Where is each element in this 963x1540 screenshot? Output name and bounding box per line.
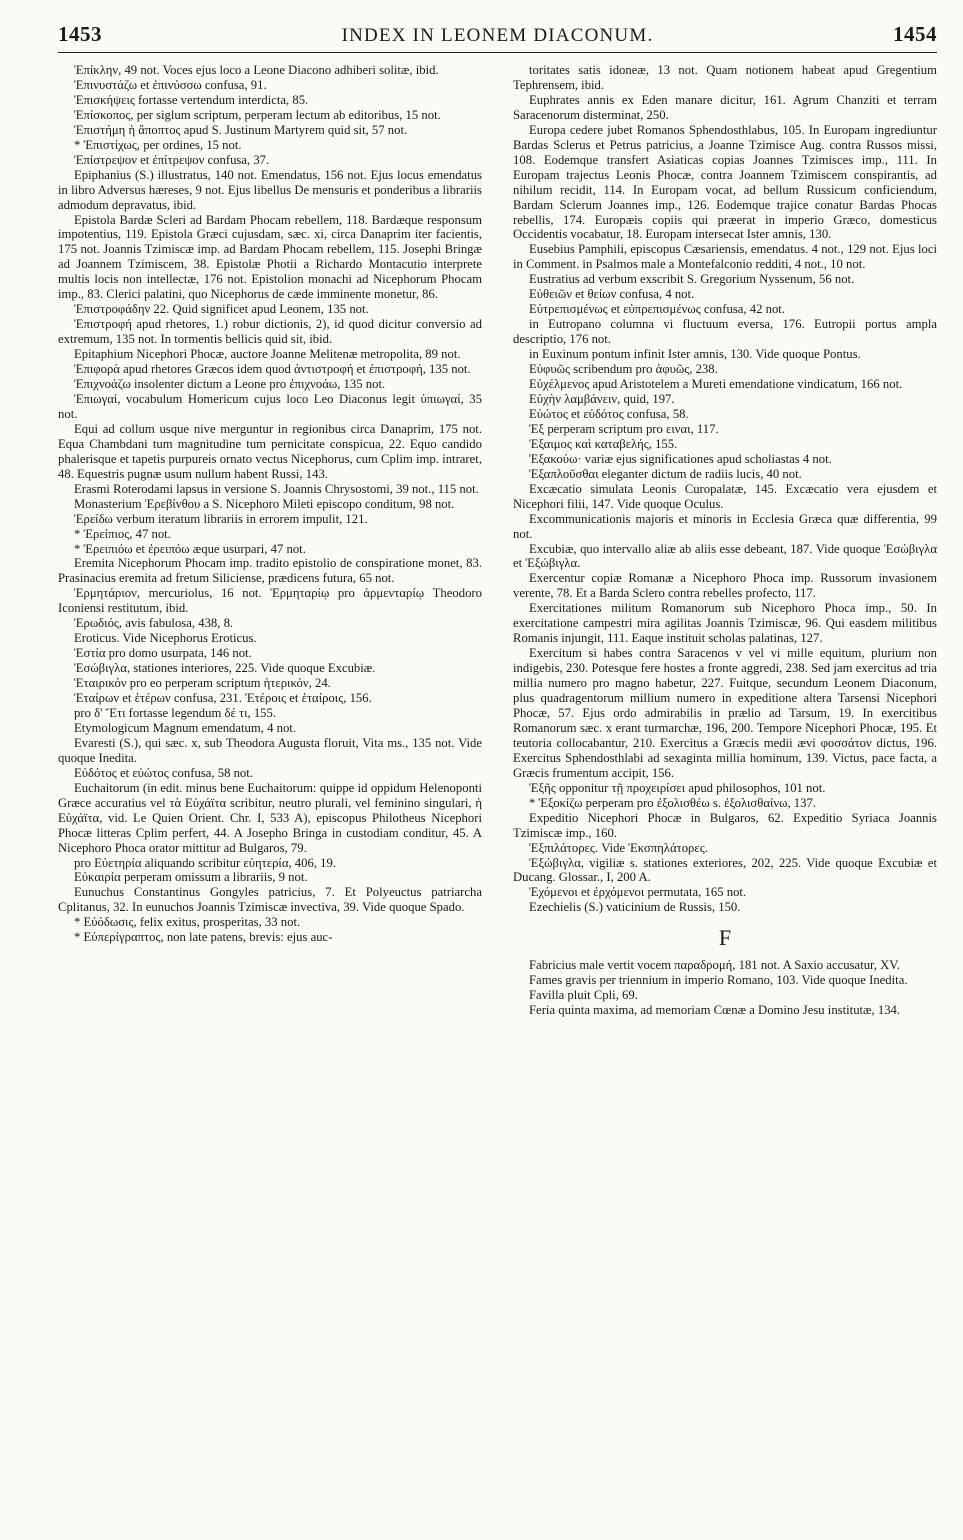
index-entry: Fabricius male vertit vocem παραδρομή, 181 not. A Saxio accusatur, XV.: [529, 958, 900, 973]
index-entry: Eustratius ad verbum exscribit S. Gregorium Nyssenum, 56 not.: [529, 272, 855, 287]
index-entry: Εὐθειῶν et θείων confusa, 4 not.: [529, 287, 695, 302]
index-entry: Ἐξπιλάτορες. Vide Ἐκσπηλάτορες.: [529, 840, 708, 855]
index-entry: toritates satis idoneæ, 13 not. Quam notionem habeat apud Gregentium Tephrensem, ibid.: [513, 63, 937, 92]
index-entry: * Ἐξοκίζω perperam pro ἐξολισθέω s. ἐξολισθαίνω, 137.: [529, 795, 817, 810]
index-entry: Excæcatio simulata Leonis Curopalatæ, 145. Excæcatio vera ejusdem et Nicephori filii, 147. Vide quoque Oculus.: [513, 481, 937, 511]
right-entries: [513, 63, 937, 915]
index-entry: * Εὐόδωσις, felix exitus, prosperitas, 33 not.: [74, 915, 301, 930]
index-entry: Eremita Nicephorum Phocam imp. tradito epistolio de conspiratione monet, 83. Prasinacius eremita ad fretum Siliciense, prædicens futura, 65 not.: [58, 556, 482, 586]
index-entry: Εὐδότος et εὐώτος confusa, 58 not.: [74, 765, 253, 780]
index-entry: Epiphanius (S.) illustratus, 140 not. Emendatus, 156 not. Ejus locus emendatus in libro Adversus hæreses, 9 not. Ejus libellus De mensuris et ponderibus a librariis admodum depravatus, ibid.: [58, 167, 482, 212]
index-entry: Euchaitorum (in edit. minus bene Euchaitorum: quippe id oppidum Helenoponti Græce accuratius vel τὰ Εὐχάϊτα scribitur, neutro plurali, vel feminino singulari, ἡ Εὐχάϊτα, vid. Le Quien Orient. Chr. I, 533 A), episcopus Philotheus Nicephori Phocæ litteras Cplim perfert, 44. A Josepho Bringa in custodiam conditur, 45. A Nicephoro Phoca orator mittitur ad Bulgaros, 79.: [58, 780, 482, 855]
right-column: [513, 63, 937, 1533]
index-entry: Εὐώτος et εὐδότος confusa, 58.: [529, 406, 689, 421]
index-entry: Ἐπιστήμη ἡ ἄποπτος apud S. Justinum Martyrem quid sit, 57 not.: [74, 122, 408, 137]
index-entry: Expeditio Nicephori Phocæ in Bulgaros, 62. Expeditio Syriaca Joannis Tzimiscæ imp., 160.: [513, 810, 937, 840]
page-header: [58, 22, 937, 53]
index-entry: Εὐτρεπισμένως et εὐπρεπισμένως confusa, 42 not.: [529, 302, 785, 317]
index-entry: Ἐχόμενοι et ἐρχόμενοι permutata, 165 not.: [529, 885, 747, 900]
index-entry: in Euxinum pontum infinit Ister amnis, 130. Vide quoque Pontus.: [529, 347, 861, 362]
index-entry: Etymologicum Magnum emendatum, 4 not.: [74, 720, 297, 735]
index-entry: Ἑστία pro domo usurpata, 146 not.: [74, 646, 252, 661]
index-entry: pro δ' Ἔτι fortasse legendum δέ τι, 155.: [74, 705, 277, 720]
index-entry: Exercitationes militum Romanorum sub Nicephoro Phoca imp., 50. In exercitatione campestri mira agilitas Joannis Tzimiscæ, 96. Qui easdem militibus Romanis injungit, 111. Eaque instituit scholas palatinas, 127.: [513, 601, 937, 646]
index-entry: Excommunicationis majoris et minoris in Ecclesia Græca quæ differentia, 99 not.: [513, 511, 937, 541]
index-entry: in Eutropano columna vi fluctuum eversa, 176. Eutropii portus ampla descriptio, 176 not.: [513, 317, 937, 347]
index-entry: Εὐχὴν λαμβάνειν, quid, 197.: [529, 391, 675, 406]
index-entry: Euphrates annis ex Eden manare dicitur, 161. Agrum Chanziti et terram Saracenorum disterminat, 250.: [513, 92, 937, 122]
index-entry: Ἐρωδιός, avis fabulosa, 438, 8.: [74, 616, 234, 631]
index-entry: Ἑρμητάριον, mercuriolus, 16 not. Ἑρμηταρίῳ pro ἀρμενταρίῳ Theodoro Iconiensi restitutum, ibid.: [58, 586, 482, 616]
index-entry: Favilla pluit Cpli, 69.: [529, 988, 638, 1003]
index-entry: pro Εὐετηρία aliquando scribitur εὐητερία, 406, 19.: [74, 855, 337, 870]
index-entry: Ἑταίρων et ἑτέρων confusa, 231. Ἑτέροις et ἑταίροις, 156.: [74, 691, 372, 706]
index-entry: Ἐσώβιγλα, stationes interiores, 225. Vide quoque Excubiæ.: [74, 661, 376, 676]
index-entry: Feria quinta maxima, ad memoriam Cœnæ a Domino Jesu institutæ, 134.: [529, 1003, 901, 1018]
left-column: [58, 63, 482, 1533]
index-entry: * Ἐρείπιος, 47 not.: [74, 526, 171, 541]
index-columns: [58, 63, 937, 1533]
index-entry: Fames gravis per triennium in imperio Romano, 103. Vide quoque Inedita.: [529, 973, 908, 988]
index-entry: Excubiæ, quo intervallo aliæ ab aliis esse debeant, 187. Vide quoque Ἐσώβιγλα et Ἐξώβιγλα.: [513, 541, 937, 571]
index-entry: Ἐπιφορὰ apud rhetores Græcos idem quod ἀντιστροφή et ἐπιστροφή, 135 not.: [74, 362, 471, 377]
page-number-right: 1454: [893, 22, 937, 46]
index-entry: Ἑταιρικόν pro eo perperam scriptum ἡτερικόν, 24.: [74, 676, 331, 691]
index-entry: Monasterium Ἐρεβίνθου a S. Nicephoro Mileti episcopo conditum, 98 not.: [74, 496, 455, 511]
index-entry: Ἐπιστροφή apud rhetores, 1.) robur dictionis, 2), id quod dicitur conversio ad extremum, 135 not. In tormentis bellicis quid sit, ibid.: [58, 317, 482, 347]
section-letter-f: F: [718, 925, 732, 951]
index-entry: Εὐφυῶς scribendum pro ἀφυῶς, 238.: [529, 362, 718, 377]
index-entry: Erasmi Roterodami lapsus in versione S. Joannis Chrysostomi, 39 not., 115 not.: [74, 481, 479, 496]
index-entry: Ἐξ perperam scriptum pro ειναι, 117.: [529, 421, 719, 436]
index-entry: Exercitum si habes contra Saracenos v vel vi mille equitum, plurium non indigebis, 230. Potesque fere hostes a fronte aggredi, 238. Sed jam exercitus ad tria millia numero pro magno habetur, 227. Fuitque, secundum Leonem Diaconum, plus quadragentorum millium numero in expeditione altera Tarsensi Nicephori Phocæ, 57. Ejus ordo admirabilis in prælio ad Tarsum, 19. In exercitibus Romanorum sæc. x erant turmarchæ, 196, 200. Tempore Nicephori Phocæ, 195. Et teutoria collocabantur, 210. Exercitus a Græcis medii ævi φοσσάτον dictus, 196. Exercitus Sphendosthlabi ad sexaginta millia hominum, 139. Victus, pace facta, a Græcis frumentum accipit, 156.: [513, 646, 937, 780]
index-entry: Ἐπισκήψεις fortasse vertendum interdicta, 85.: [74, 92, 309, 107]
index-entry: * Ἐπιστίχως, per ordines, 15 not.: [74, 137, 242, 152]
index-entry: Ἐξῆς opponitur τῇ προχειρίσει apud philosophos, 101 not.: [529, 780, 826, 795]
index-entry: Εὐχέλμενος apud Aristotelem a Mureti emendatione vindicatum, 166 not.: [529, 377, 903, 392]
index-entry: Eunuchus Constantinus Gongyles patricius, 7. Et Polyeuctus patriarcha Cplitanus, 32. In eunuchos Joannis Tzimiscæ invectiva, 39. Vide quoque Spado.: [58, 885, 482, 915]
index-entry: Ἐξώβιγλα, vigiliæ s. stationes exteriores, 202, 225. Vide quoque Excubiæ et Ducang. Glossar., I, 200 A.: [513, 855, 937, 885]
index-entry: Eusebius Pamphili, episcopus Cæsariensis, emendatus. 4 not., 129 not. Ejus loci in Comment. in Psalmos male a Montefalconio redditi, 4 not., 10 not.: [513, 242, 937, 272]
index-entry: Ἐπινυστάζω et ἐπινύσσω confusa, 91.: [74, 77, 267, 92]
index-entry: Ἐξαπλοῦσθαι eleganter dictum de radiis lucis, 40 not.: [529, 466, 802, 481]
index-entry: Ἐπίκλην, 49 not. Voces ejus loco a Leone Diacono adhiberi solitæ, ibid.: [74, 63, 439, 77]
index-entry: Ἐπίσκοπος, per siglum scriptum, perperam lectum ab editoribus, 15 not.: [74, 107, 441, 122]
index-entry: Εὐκαιρία perperam omissum a librariis, 9 not.: [74, 870, 308, 885]
index-entry: Europa cedere jubet Romanos Sphendosthlabus, 105. In Europam ingrediuntur Bardas Sclerus et Petrus patricius, a Joanne Tzimisce Aug. contra Russos missi, 108. Eodemque transfert Asiaticas copias Joannes Tzimisces imp., 111. In Europam trajectus Leonis Phocæ, contra Joannem Tzimiscem conspirantis, ad nihilum recidit, 114. In Europam vocat, ad bellum Russicum conficiendum, Bardam Sclerum Joannes imp., 126. Eodemque trajice conatur Bardas Phocas rebellis, 174. Europæis copiis qui præerat in imperio Græco, domesticus Occidentis vocabatur, 18. Europam intersecat Ister amnis, 130.: [513, 122, 937, 242]
index-entry: Equi ad collum usque nive merguntur in regionibus circa Danaprim, 175 not. Equa Chambdani tum magnitudine tum pernicitate conspicua, 22. Equo candido phalerisque et tapetis purpureis ornato vectus Nicephorus, cum Cplim imp. intraret, 48. Equestris pugnæ usum nullum habent Russi, 143.: [58, 421, 482, 481]
page-number-left: 1453: [58, 22, 102, 46]
index-entry: Ἐξαιμος καὶ καταβελής, 155.: [529, 436, 678, 451]
index-entry: Ezechielis (S.) vaticinium de Russis, 150.: [529, 900, 741, 915]
index-entry: Epitaphium Nicephori Phocæ, auctore Joanne Melitenæ metropolita, 89 not.: [74, 347, 461, 362]
index-entry: Epistola Bardæ Scleri ad Bardam Phocam rebellem, 118. Bardæque responsum impotentius, 119. Epistola Græci cujusdam, sæc. xi, circa Danaprim iter facientis, 175 not. Joannis Tzimiscæ imp. ad Bardam Phocam rebellem, 115. Josephi Bringæ ad Joannem Tzimiscem, 38. Epistolæ Photii a Richardo Montacutio interprete multis locis non intellectæ, 176 not. Epistolion monachi ad Nicephorum Phocam imp., 83. Clerici palatini, quo Nicephorus de cæde imminente monetur, 86.: [58, 212, 482, 302]
index-entry: * Ἐρειπιόω et ἐρειπόω æque usurpari, 47 not.: [74, 541, 306, 556]
index-entry: Ἐπιστροφάδην 22. Quid significet apud Leonem, 135 not.: [74, 302, 369, 317]
index-entry: Exercentur copiæ Romanæ a Nicephoro Phoca imp. Russorum invasionem verente, 78. Et a Barda Sclero contra rebelles profecto, 117.: [513, 571, 937, 601]
running-title: INDEX IN LEONEM DIACONUM.: [341, 25, 654, 46]
index-entry: Ἐρείδω verbum iteratum librariis in errorem impulit, 121.: [74, 511, 368, 526]
index-entry: Ἐπίστρεψον et ἐπίτρεψον confusa, 37.: [74, 152, 270, 167]
f-entries: [513, 958, 937, 1018]
index-entry: Evaresti (S.), qui sæc. x, sub Theodora Augusta floruit, Vita ms., 135 not. Vide quoque Inedita.: [58, 735, 482, 765]
index-entry: * Εὐπερίγραπτος, non late patens, brevis: ejus auc-: [74, 930, 333, 945]
index-entry: Ἐξακούω· variæ ejus significationes apud scholiastas 4 not.: [529, 451, 832, 466]
index-entry: Ἐπιχνοάζω insolenter dictum a Leone pro ἐπιχνοάω, 135 not.: [74, 377, 386, 392]
index-entry: Ἐπιωγαί, vocabulum Homericum cujus loco Leo Diaconus legit ὑπιωγαί, 35 not.: [58, 391, 482, 421]
index-entry: Eroticus. Vide Nicephorus Eroticus.: [74, 631, 257, 646]
